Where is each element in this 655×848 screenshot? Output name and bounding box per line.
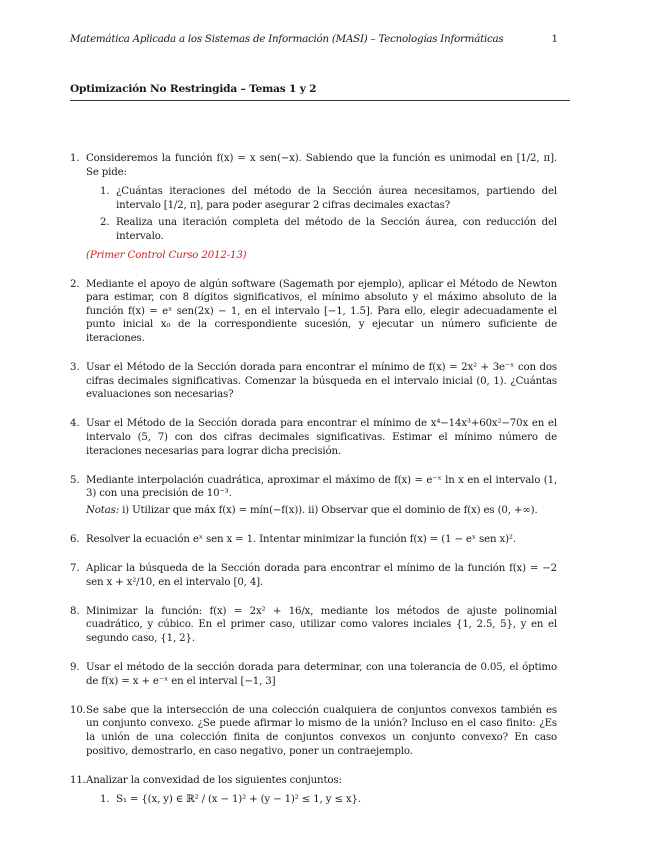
problem-item [70, 774, 557, 807]
problem-text: Resolver la ecuación eˣ sen x = 1. Intentar minimizar la función f(x) = (1 − eˣ sen x)². [86, 533, 516, 545]
problem-item [70, 152, 557, 262]
problem-number: 7. [70, 563, 80, 575]
subproblem-text: Realiza una iteración completa del método de la Sección áurea, con reducción del intervalo. [116, 217, 557, 242]
problem-text: Mediante el apoyo de algún software (Sagemath por ejemplo), aplicar el Método de Newton para estimar, con 8 dígitos significativos, el mínimo absoluto y el máximo absoluto de la función f(x) = eˣ sen(2x) − 1, en el intervalo [−1, 1.5]. Para ello, elegir adecuadamente el punto inicial x₀ de la correspondiente sucesión, y ejecutar un número suficiente de iteraciones. [86, 278, 557, 345]
problem-item [70, 474, 557, 518]
title-rule [70, 100, 570, 101]
sheet-title: Optimización No Restringida – Temas 1 y 2 [70, 83, 317, 95]
note-text: i) Utilizar que máx f(x) = mín(−f(x)). ii) Observar que el dominio de f(x) es (0, +∞). [118, 504, 538, 516]
page-number: 1 [551, 33, 558, 45]
problem-number: 11. [70, 774, 86, 786]
subproblem-list [86, 793, 557, 807]
problem-note [86, 504, 557, 518]
problem-number: 3. [70, 362, 80, 374]
subproblem-number: 2. [100, 217, 110, 229]
subproblem-item [100, 793, 557, 807]
subproblem-number: 1. [100, 186, 110, 198]
problem-item [70, 417, 557, 458]
problem-item [70, 704, 557, 758]
page-header [70, 33, 558, 49]
problem-text: Usar el Método de la Sección dorada para encontrar el mínimo de x⁴−14x³+60x²−70x en el intervalo (5, 7) con dos cifras decimales significativas. Estimar el mínimo número de iteraciones necesarias para lograr dicha precisión. [86, 418, 557, 457]
problem-number: 1. [70, 153, 80, 164]
problem-item [70, 661, 557, 688]
course-title: Matemática Aplicada a los Sistemas de Información (MASI) – Tecnologías Informáticas [70, 33, 504, 45]
problem-item [70, 533, 557, 547]
problem-number: 2. [70, 278, 80, 290]
problem-item [70, 361, 557, 402]
problem-item [70, 605, 557, 646]
problem-number: 6. [70, 533, 80, 545]
problem-text: Usar el Método de la Sección dorada para encontrar el mínimo de f(x) = 2x² + 3e⁻ˣ con dos cifras decimales significativas. Comenzar la búsqueda en el intervalo inicial (0, 1). ¿Cuántas evaluaciones son necesarias? [86, 362, 557, 401]
problem-text: Consideremos la función f(x) = x sen(−x). Sabiendo que la función es unimodal en [1/2, π]. Se pide: [86, 153, 557, 178]
subproblem-text: ¿Cuántas iteraciones del método de la Sección áurea necesitamos, partiendo del intervalo [1/2, π], para poder asegurar 2 cifras decimales exactas? [116, 186, 557, 211]
subproblem-item [100, 216, 557, 243]
problem-list [70, 152, 557, 822]
problem-number: 9. [70, 662, 80, 674]
problem-item [70, 562, 557, 589]
problem-text: Usar el método de la sección dorada para determinar, con una tolerancia de 0.05, el óptimo de f(x) = x + e⁻ˣ en el interval [−1, 3] [86, 662, 557, 687]
subproblem-list [86, 185, 557, 243]
subproblem-item [100, 185, 557, 212]
problem-item [70, 278, 557, 346]
problem-text: Minimizar la función: f(x) = 2x² + 16/x, mediante los métodos de ajuste polinomial cuadrático, y cúbico. En el primer caso, utilizar como valores inciales {1, 2.5, 5}, y en el segundo caso, {1, 2}. [86, 605, 557, 644]
problem-number: 10. [70, 704, 86, 716]
problem-text: Se sabe que la intersección de una colección cualquiera de conjuntos convexos también es un conjunto convexo. ¿Se puede afirmar lo mismo de la unión? Incluso en el caso finito: ¿Es la unión de una colección finita de conjuntos convexos un conjunto convexo? En caso positivo, demostrarlo, en caso negativo, poner un contraejemplo. [86, 704, 557, 757]
subproblem-text: S₁ = {(x, y) ∈ ℝ² / (x − 1)² + (y − 1)² ≤ 1, y ≤ x}. [116, 794, 361, 806]
subproblem-number: 1. [100, 794, 110, 806]
problem-text: Mediante interpolación cuadrática, aproximar el máximo de f(x) = e⁻ˣ ln x en el intervalo (1, 3) con una precisión de 10⁻³. [86, 474, 557, 500]
problem-text: Analizar la convexidad de los siguientes conjuntos: [86, 774, 342, 786]
problem-number: 4. [70, 418, 80, 430]
problem-number: 5. [70, 474, 80, 486]
note-label: Notas: [86, 504, 119, 516]
problem-number: 8. [70, 605, 80, 617]
problem-text: Aplicar la búsqueda de la Sección dorada para encontrar el mínimo de la función f(x) = −2 sen x + x²/10, en el intervalo [0, 4]. [86, 563, 557, 588]
problem-source: (Primer Control Curso 2012-13) [86, 249, 247, 261]
